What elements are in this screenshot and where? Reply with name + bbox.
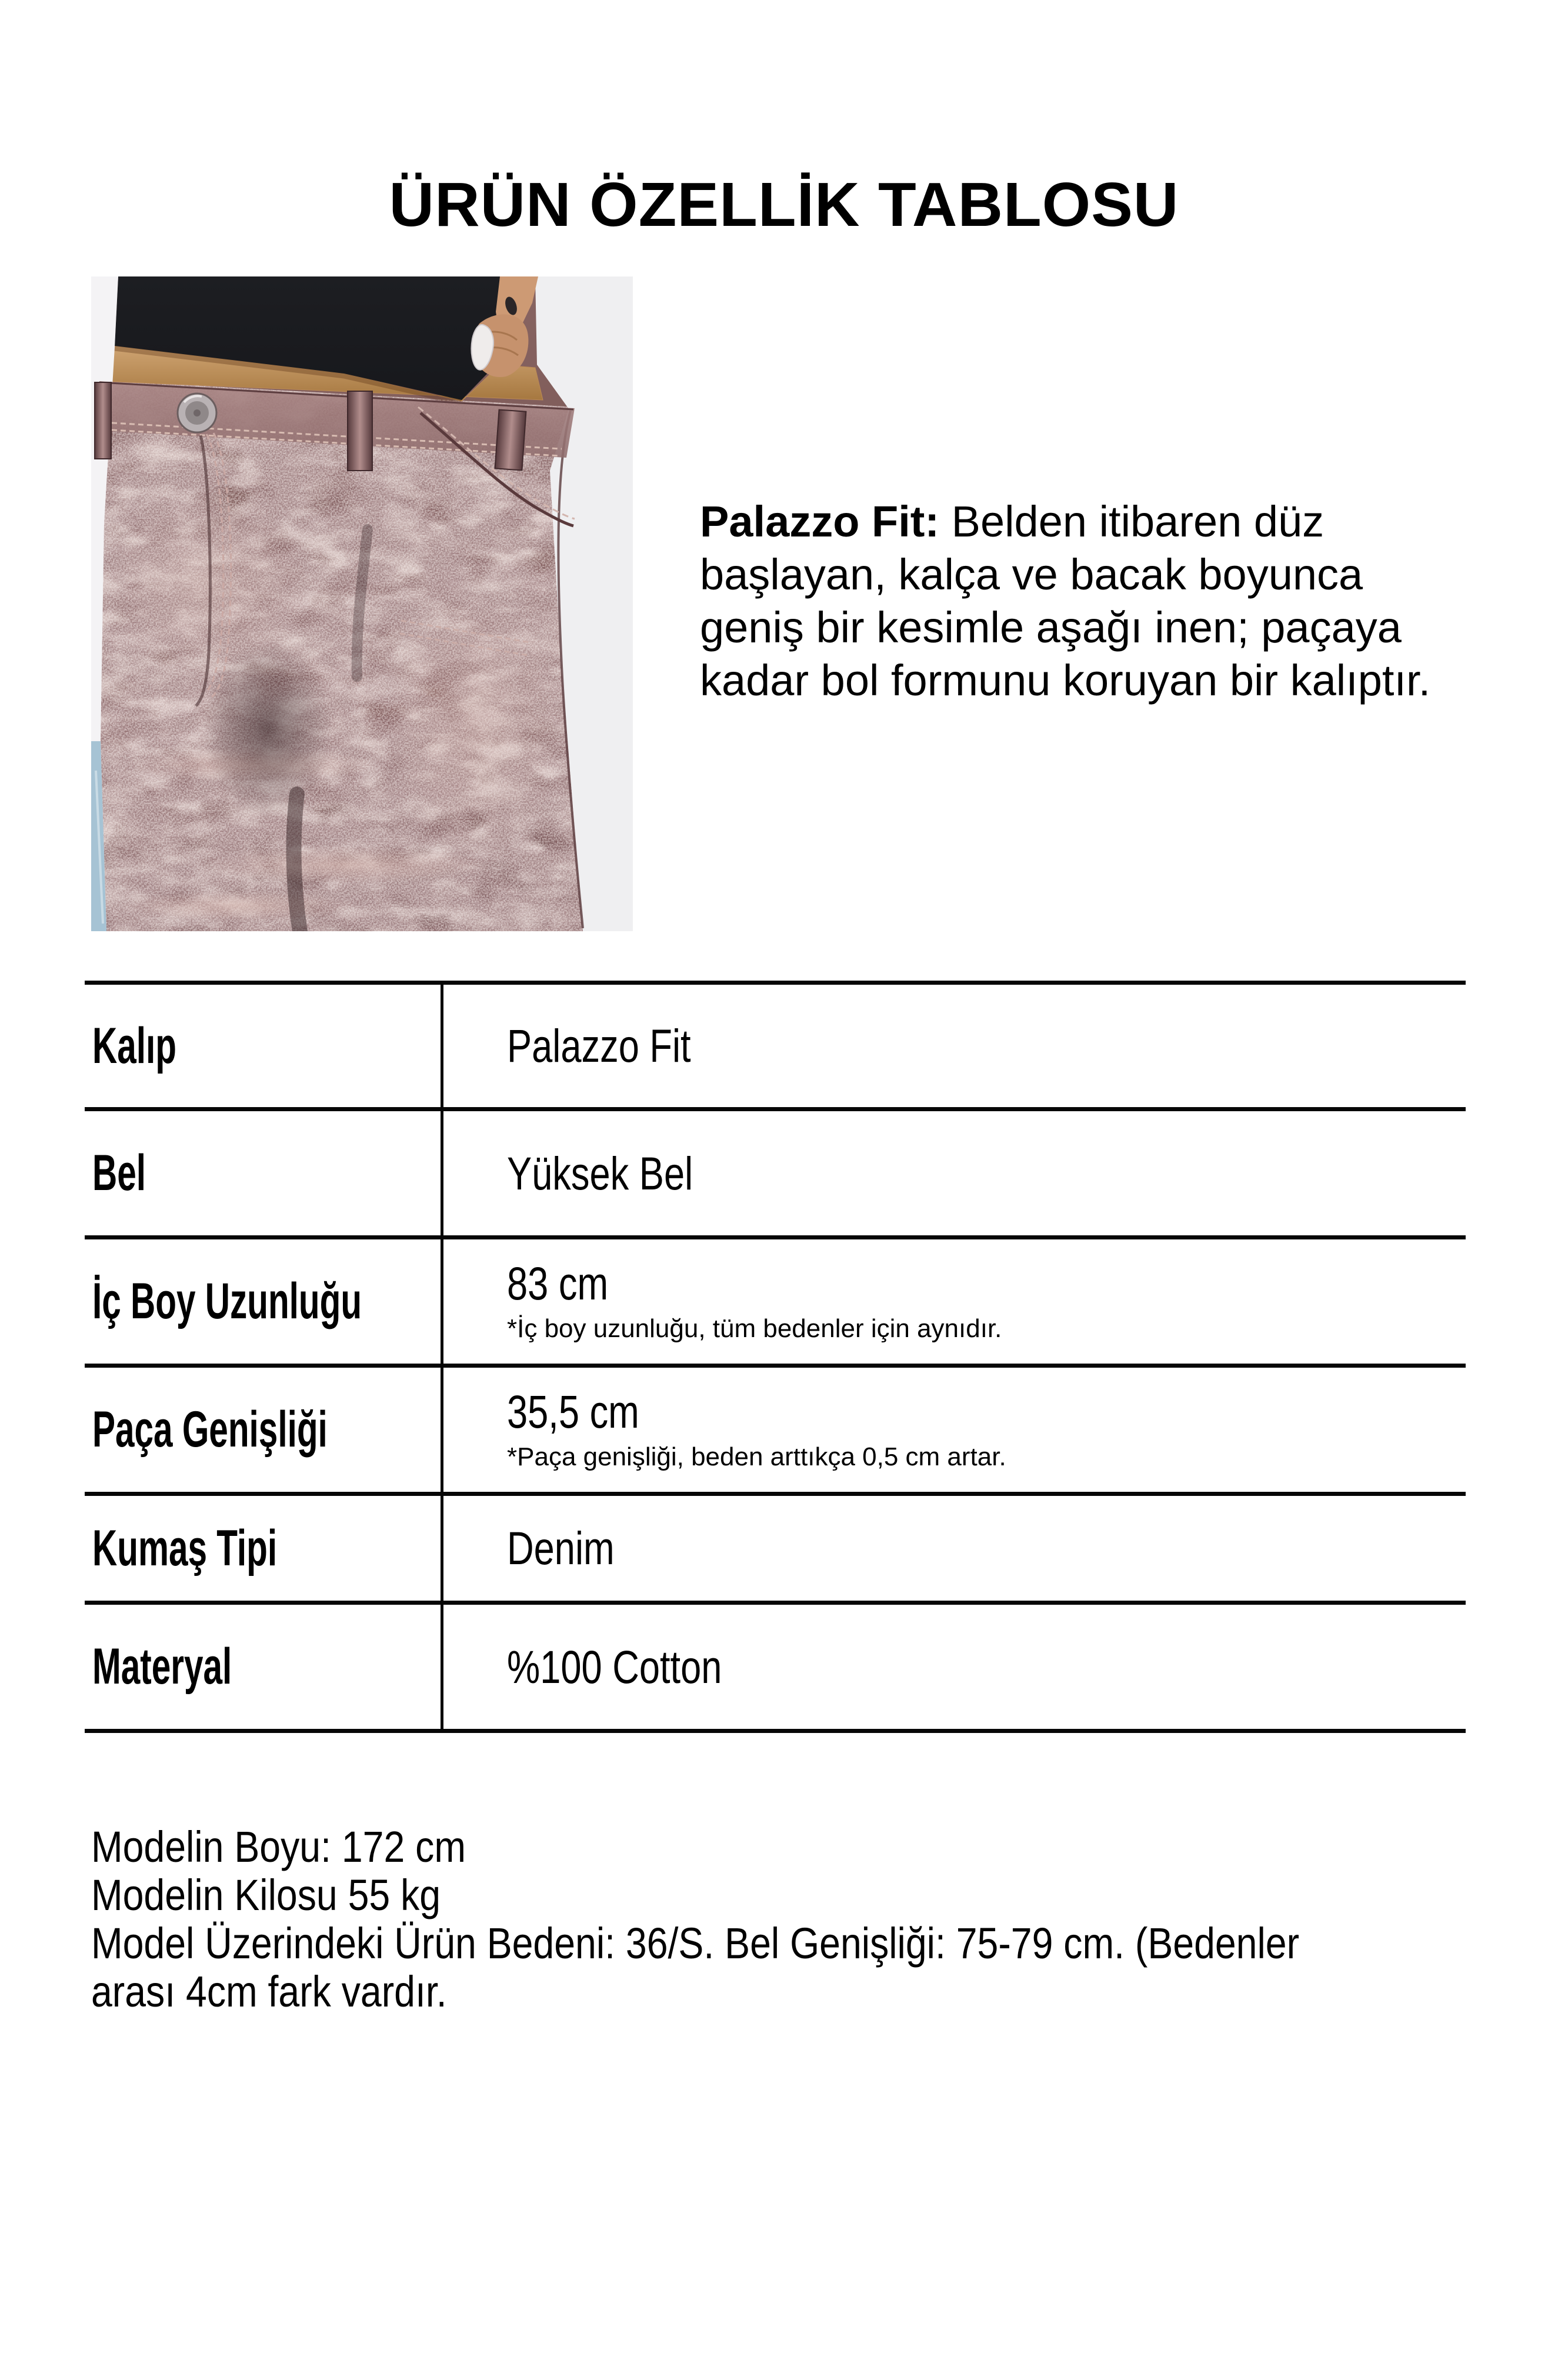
table-row [85, 1496, 1466, 1601]
table-row [85, 985, 1466, 1107]
fit-description [700, 495, 1430, 707]
spec-note: *İç boy uzunluğu, tüm bedenler için aynıdır. [507, 1314, 1002, 1343]
description-line: kadar bol formunu koruyan bir kalıptır. [700, 656, 1431, 705]
fit-name: Palazzo Fit: [700, 497, 940, 546]
description-line: Palazzo Fit: Belden itibaren düz [700, 497, 1325, 546]
table-row [85, 1239, 1466, 1364]
spec-table [85, 981, 1466, 1733]
description-line: geniş bir kesimle aşağı inen; paçaya [700, 603, 1402, 652]
model-info-line: arası 4cm fark vardır. [91, 1967, 447, 2016]
spec-label: Paça Genişliği [92, 1401, 328, 1458]
model-info-line: Model Üzerindeki Ürün Bedeni: 36/S. Bel Genişliği: 75-79 cm. (Bedenler [91, 1919, 1300, 1968]
table-row [85, 1111, 1466, 1235]
spec-label: Kalıp [92, 1017, 176, 1074]
row-divider [85, 1492, 1466, 1496]
row-divider [85, 1364, 1466, 1368]
spec-value: 35,5 cm [507, 1385, 639, 1438]
model-info-line: Modelin Kilosu 55 kg [91, 1871, 441, 1919]
product-photo [91, 276, 633, 931]
spec-value: %100 Cotton [507, 1640, 722, 1693]
table-border [85, 1729, 1466, 1733]
spec-value: Yüksek Bel [507, 1146, 693, 1199]
row-divider [85, 1235, 1466, 1239]
spec-label: Kumaş Tipi [92, 1519, 278, 1577]
table-border [85, 981, 1466, 985]
spec-label: İç Boy Uzunluğu [92, 1273, 362, 1329]
spec-value: Denim [507, 1522, 615, 1574]
product-photo-graphic [91, 276, 633, 931]
table-row [85, 1605, 1466, 1729]
table-row [85, 1368, 1466, 1492]
model-info-line: Modelin Boyu: 172 cm [91, 1822, 466, 1871]
spec-value: 83 cm [507, 1257, 609, 1309]
jeans-button [178, 394, 216, 432]
row-divider [85, 1601, 1466, 1605]
description-line: başlayan, kalça ve bacak boyunca [700, 550, 1363, 599]
spec-note: *Paça genişliği, beden arttıkça 0,5 cm artar. [507, 1442, 1006, 1471]
spec-label: Materyal [92, 1638, 232, 1695]
spec-label: Bel [92, 1145, 146, 1201]
model-info [91, 1823, 1480, 2016]
row-divider [85, 1107, 1466, 1111]
spec-value: Palazzo Fit [507, 1019, 691, 1072]
page-title: ÜRÜN ÖZELLİK TABLOSU [389, 170, 1179, 239]
